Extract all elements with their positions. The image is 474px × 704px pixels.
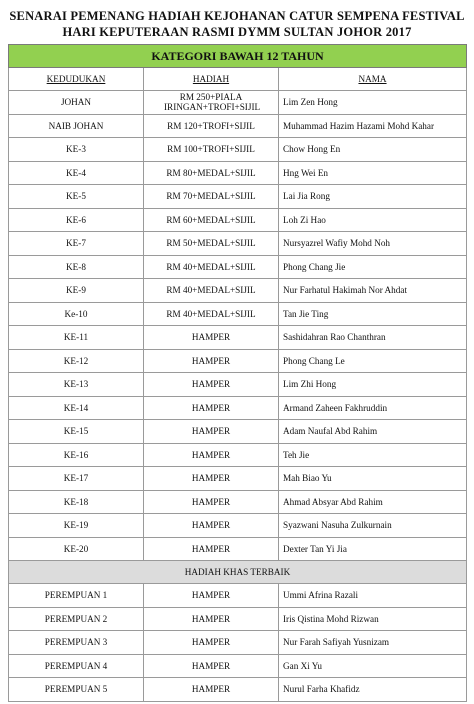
header-position: KEDUDUKAN xyxy=(9,68,144,91)
name-cell: Hng Wei En xyxy=(279,161,467,185)
winner-row xyxy=(9,373,467,397)
winner-row xyxy=(9,326,467,350)
prize-cell: RM 40+MEDAL+SIJIL xyxy=(144,255,279,279)
position-cell: PEREMPUAN 4 xyxy=(9,654,144,678)
position-cell: KE-7 xyxy=(9,232,144,256)
prize-cell: HAMPER xyxy=(144,443,279,467)
name-cell: Muhammad Hazim Hazami Mohd Kahar xyxy=(279,114,467,138)
position-cell: KE-6 xyxy=(9,208,144,232)
prize-cell: RM 120+TROFI+SIJIL xyxy=(144,114,279,138)
special-winner-row xyxy=(9,584,467,608)
name-cell: Sashidahran Rao Chanthran xyxy=(279,326,467,350)
position-cell: PEREMPUAN 2 xyxy=(9,607,144,631)
position-cell: KE-4 xyxy=(9,161,144,185)
name-cell: Teh Jie xyxy=(279,443,467,467)
special-section-title: HADIAH KHAS TERBAIK xyxy=(9,561,467,584)
winner-row xyxy=(9,232,467,256)
special-winner-row xyxy=(9,678,467,702)
prize-cell: HAMPER xyxy=(144,420,279,444)
prize-cell: HAMPER xyxy=(144,490,279,514)
category-row xyxy=(9,45,467,68)
special-winner-row xyxy=(9,607,467,631)
winner-row xyxy=(9,467,467,491)
prize-cell: HAMPER xyxy=(144,373,279,397)
prize-cell: RM 70+MEDAL+SIJIL xyxy=(144,185,279,209)
winner-row xyxy=(9,396,467,420)
name-cell: Armand Zaheen Fakhruddin xyxy=(279,396,467,420)
winner-row xyxy=(9,255,467,279)
winner-row xyxy=(9,490,467,514)
prize-cell: RM 100+TROFI+SIJIL xyxy=(144,138,279,162)
position-cell: KE-5 xyxy=(9,185,144,209)
position-cell: KE-14 xyxy=(9,396,144,420)
position-cell: PEREMPUAN 3 xyxy=(9,631,144,655)
position-cell: KE-11 xyxy=(9,326,144,350)
winner-row xyxy=(9,91,467,115)
prize-cell: HAMPER xyxy=(144,654,279,678)
prize-cell: RM 40+MEDAL+SIJIL xyxy=(144,279,279,303)
winners-table xyxy=(8,44,467,702)
prize-cell: RM 40+MEDAL+SIJIL xyxy=(144,302,279,326)
position-cell: KE-19 xyxy=(9,514,144,538)
title-line-1: SENARAI PEMENANG HADIAH KEJOHANAN CATUR SEMPENA FESTIVAL xyxy=(9,9,465,23)
name-cell: Nursyazrel Wafiy Mohd Noh xyxy=(279,232,467,256)
prize-cell: RM 60+MEDAL+SIJIL xyxy=(144,208,279,232)
position-cell: KE-20 xyxy=(9,537,144,561)
prize-cell: RM 80+MEDAL+SIJIL xyxy=(144,161,279,185)
position-cell: PEREMPUAN 5 xyxy=(9,678,144,702)
prize-cell: HAMPER xyxy=(144,631,279,655)
prize-cell: HAMPER xyxy=(144,537,279,561)
winner-row xyxy=(9,279,467,303)
winner-row xyxy=(9,349,467,373)
position-cell: KE-3 xyxy=(9,138,144,162)
winner-row xyxy=(9,161,467,185)
prize-cell: RM 250+PIALA IRINGAN+TROFI+SIJIL xyxy=(144,91,279,115)
name-cell: Iris Qistina Mohd Rizwan xyxy=(279,607,467,631)
position-cell: KE-13 xyxy=(9,373,144,397)
prize-cell: HAMPER xyxy=(144,467,279,491)
name-cell: Syazwani Nasuha Zulkurnain xyxy=(279,514,467,538)
name-cell: Ahmad Absyar Abd Rahim xyxy=(279,490,467,514)
position-cell: KE-16 xyxy=(9,443,144,467)
prize-cell: HAMPER xyxy=(144,514,279,538)
name-cell: Gan Xi Yu xyxy=(279,654,467,678)
position-cell: NAIB JOHAN xyxy=(9,114,144,138)
name-cell: Nur Farah Safiyah Yusnizam xyxy=(279,631,467,655)
winner-row xyxy=(9,537,467,561)
special-winner-row xyxy=(9,654,467,678)
name-cell: Phong Chang Jie xyxy=(279,255,467,279)
name-cell: Lim Zhi Hong xyxy=(279,373,467,397)
winner-row xyxy=(9,208,467,232)
name-cell: Dexter Tan Yi Jia xyxy=(279,537,467,561)
position-cell: Ke-10 xyxy=(9,302,144,326)
position-cell: KE-8 xyxy=(9,255,144,279)
prize-cell: HAMPER xyxy=(144,349,279,373)
position-cell: KE-17 xyxy=(9,467,144,491)
name-cell: Nur Farhatul Hakimah Nor Ahdat xyxy=(279,279,467,303)
prize-cell: HAMPER xyxy=(144,678,279,702)
prize-cell: HAMPER xyxy=(144,326,279,350)
position-cell: JOHAN xyxy=(9,91,144,115)
special-section-row xyxy=(9,561,467,584)
name-cell: Tan Jie Ting xyxy=(279,302,467,326)
header-row xyxy=(9,68,467,91)
position-cell: PEREMPUAN 1 xyxy=(9,584,144,608)
name-cell: Adam Naufal Abd Rahim xyxy=(279,420,467,444)
winner-row xyxy=(9,443,467,467)
title-line-2: HARI KEPUTERAAN RASMI DYMM SULTAN JOHOR 2017 xyxy=(62,25,412,39)
name-cell: Chow Hong En xyxy=(279,138,467,162)
header-prize: HADIAH xyxy=(144,68,279,91)
name-cell: Phong Chang Le xyxy=(279,349,467,373)
position-cell: KE-9 xyxy=(9,279,144,303)
position-cell: KE-12 xyxy=(9,349,144,373)
name-cell: Mah Biao Yu xyxy=(279,467,467,491)
name-cell: Loh Zi Hao xyxy=(279,208,467,232)
name-cell: Lai Jia Rong xyxy=(279,185,467,209)
category-title: KATEGORI BAWAH 12 TAHUN xyxy=(9,45,467,68)
prize-cell: HAMPER xyxy=(144,396,279,420)
name-cell: Nurul Farha Khafidz xyxy=(279,678,467,702)
name-cell: Lim Zen Hong xyxy=(279,91,467,115)
winner-row xyxy=(9,302,467,326)
winner-row xyxy=(9,185,467,209)
prize-cell: HAMPER xyxy=(144,584,279,608)
position-cell: KE-18 xyxy=(9,490,144,514)
prize-cell: HAMPER xyxy=(144,607,279,631)
special-winner-row xyxy=(9,631,467,655)
winner-row xyxy=(9,420,467,444)
prize-cell: RM 50+MEDAL+SIJIL xyxy=(144,232,279,256)
header-name: NAMA xyxy=(279,68,467,91)
name-cell: Ummi Afrina Razali xyxy=(279,584,467,608)
winner-row xyxy=(9,138,467,162)
winner-row xyxy=(9,514,467,538)
winner-row xyxy=(9,114,467,138)
position-cell: KE-15 xyxy=(9,420,144,444)
